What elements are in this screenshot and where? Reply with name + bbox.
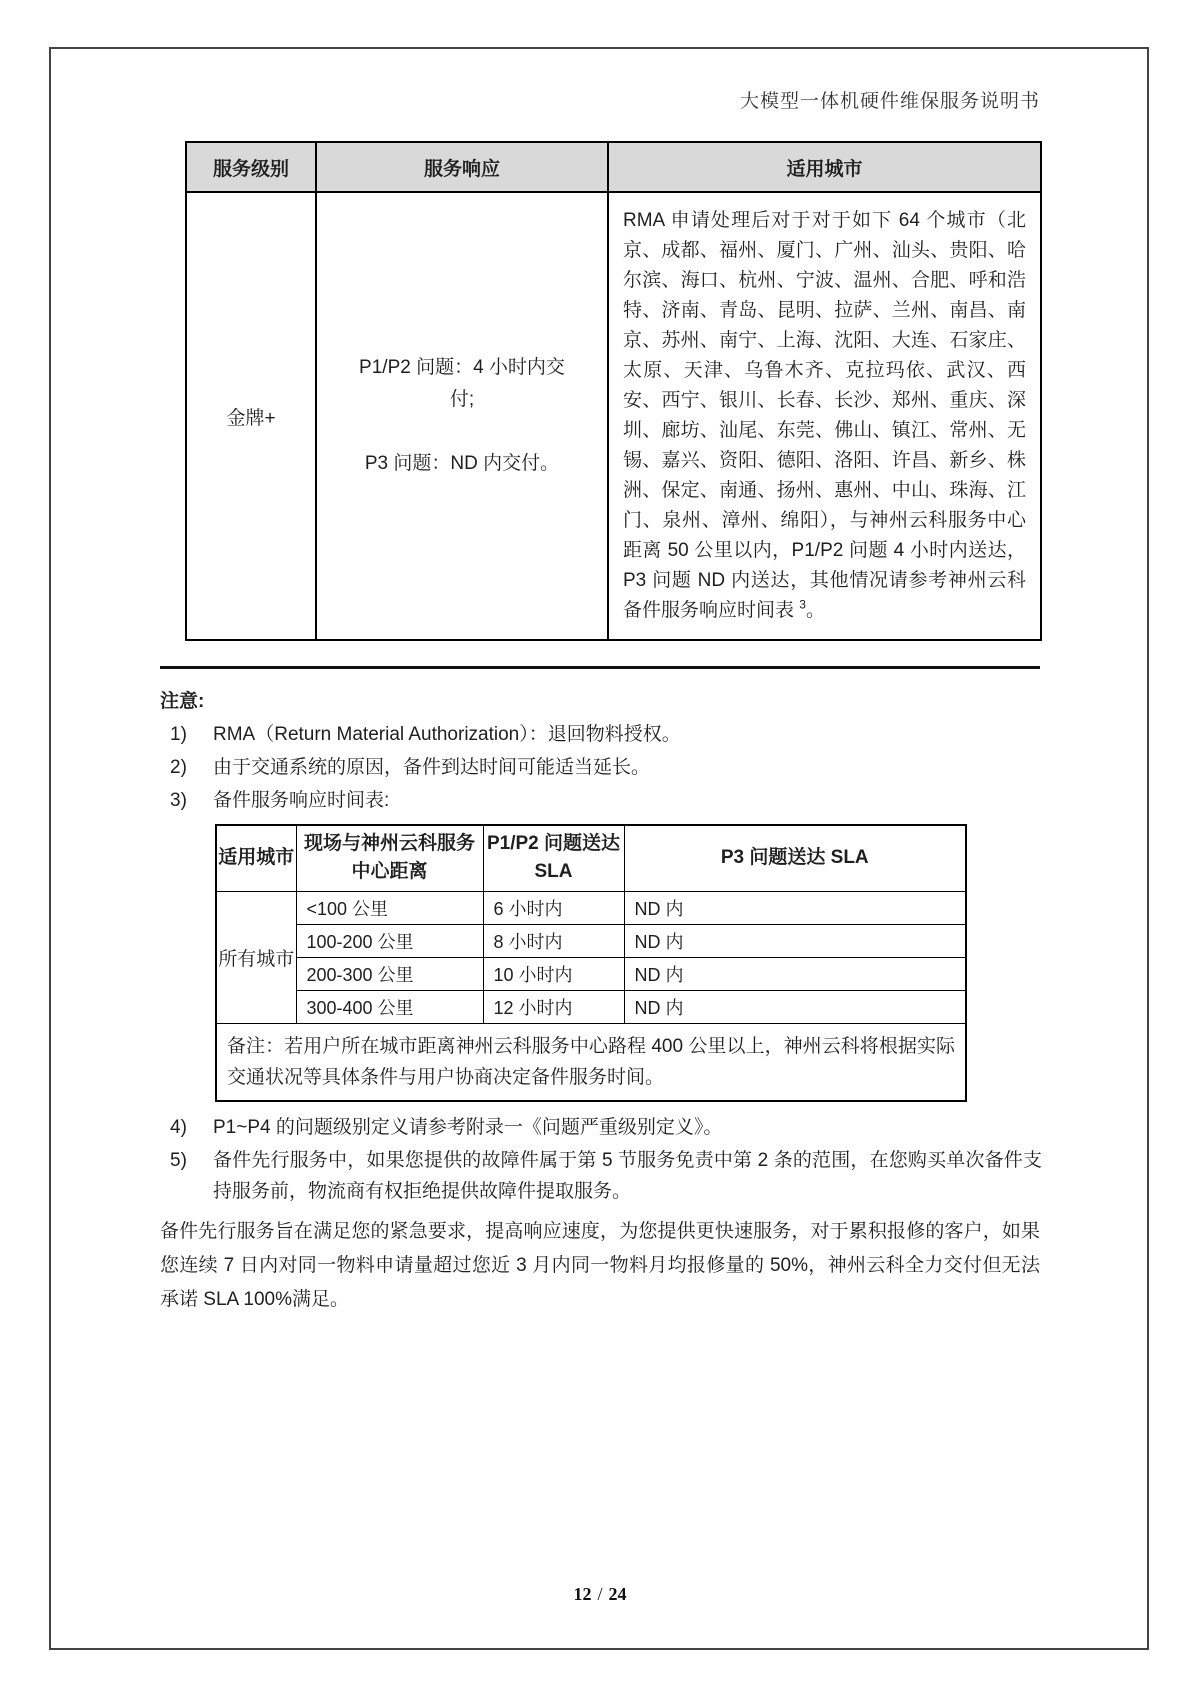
col-header-p12-sla: P1/P2 问题送达 SLA xyxy=(483,825,624,891)
document-header xyxy=(0,0,1200,113)
note-item-2 xyxy=(170,752,1042,783)
p12-sla-cell: 10 小时内 xyxy=(483,957,624,990)
section-divider xyxy=(160,666,1040,669)
table-remark: 备注：若用户所在城市距离神州云科服务中心路程 400 公里以上，神州云科将根据实际交通状况等具体条件与用户协商决定备件服务时间。 xyxy=(216,1023,966,1101)
note-number: 3) xyxy=(170,790,187,811)
table-row xyxy=(216,924,966,957)
note-item-4 xyxy=(170,1112,1042,1143)
note-number: 4) xyxy=(170,1116,187,1138)
note-text: RMA（Return Material Authorization）：退回物料授权。 xyxy=(213,724,681,745)
distance-cell: 200-300 公里 xyxy=(296,957,483,990)
note-text: 备件先行服务中，如果您提供的故障件属于第 5 节服务免责中第 2 条的范围，在您购买单次备件支持服务前，物流商有权拒绝提供故障件提取服务。 xyxy=(213,1149,1042,1202)
response-p1p2-text: P1/P2 问题：4 小时内交付; xyxy=(359,357,565,410)
note-number: 2) xyxy=(170,757,187,778)
response-p3-text: P3 问题：ND 内交付。 xyxy=(364,453,560,474)
table-row xyxy=(216,957,966,990)
note-number: 5) xyxy=(170,1149,187,1171)
col-header-applicable-cities: 适用城市 xyxy=(608,142,1041,192)
spare-parts-sla-table xyxy=(215,824,967,1102)
p3-sla-cell: ND 内 xyxy=(624,891,966,924)
distance-cell: 100-200 公里 xyxy=(296,924,483,957)
p3-sla-cell: ND 内 xyxy=(624,957,966,990)
page-footer xyxy=(0,1584,1200,1605)
distance-cell: <100 公里 xyxy=(296,891,483,924)
col-header-service-response: 服务响应 xyxy=(316,142,608,192)
page-number-current: 12 xyxy=(573,1584,592,1604)
service-level-table xyxy=(185,141,1042,641)
col-header-city: 适用城市 xyxy=(216,825,296,891)
note-item-1 xyxy=(170,719,1042,750)
notes-title: 注意: xyxy=(160,691,205,712)
remark-row xyxy=(216,1023,966,1101)
col-header-service-level: 服务级别 xyxy=(186,142,316,192)
distance-cell: 300-400 公里 xyxy=(296,990,483,1023)
note-text: P1~P4 的问题级别定义请参考附录一《问题严重级别定义》。 xyxy=(213,1116,723,1138)
p12-sla-cell: 6 小时内 xyxy=(483,891,624,924)
page-title: 大模型一体机硬件维保服务说明书 xyxy=(739,91,1040,112)
p12-sla-cell: 12 小时内 xyxy=(483,990,624,1023)
col-header-p3-sla: P3 问题送达 SLA xyxy=(624,825,966,891)
note-text: 备件服务响应时间表: xyxy=(213,790,390,811)
note-number: 1) xyxy=(170,724,187,745)
p3-sla-cell: ND 内 xyxy=(624,924,966,957)
table-row xyxy=(186,192,1041,640)
note-item-3 xyxy=(170,785,1042,816)
note-text: 由于交通系统的原因，备件到达时间可能适当延长。 xyxy=(213,757,651,778)
service-level-cell: 金牌+ xyxy=(186,192,316,640)
col-header-distance: 现场与神州云科服务中心距离 xyxy=(296,825,483,891)
page-number-total: 24 xyxy=(608,1584,627,1604)
page-number-separator: / xyxy=(597,1584,603,1604)
service-table-header-row xyxy=(186,142,1041,192)
table-row xyxy=(216,990,966,1023)
cities-text-end: 。 xyxy=(805,600,825,621)
note-item-5 xyxy=(170,1145,1042,1207)
applicable-cities-cell xyxy=(608,192,1041,640)
footnote-reference: 3 xyxy=(799,597,806,612)
p3-sla-cell: ND 内 xyxy=(624,990,966,1023)
closing-paragraph: 备件先行服务旨在满足您的紧急要求，提高响应速度，为您提供更快速服务，对于累积报修的客户，如果您连续 7 日内对同一物料申请量超过您近 3 月内同一物料月均报修量的 50%，神州云科全力交付但无法承诺 SLA 100%满足。 xyxy=(160,1220,1040,1310)
table-row xyxy=(216,891,966,924)
city-group-cell: 所有城市 xyxy=(216,891,296,1023)
p12-sla-cell: 8 小时内 xyxy=(483,924,624,957)
cities-text: RMA 申请处理后对于对于如下 64 个城市（北京、成都、福州、厦门、广州、汕头、贵阳、哈尔滨、海口、杭州、宁波、温州、合肥、呼和浩特、济南、青岛、昆明、拉萨、兰州、南昌、南京、苏州、南宁、上海、沈阳、大连、石家庄、太原、天津、乌鲁木齐、克拉玛依、武汉、西安、西宁、银川、长春、长沙、郑州、重庆、深圳、廊坊、汕尾、东莞、佛山、镇江、常州、无锡、嘉兴、资阳、德阳、洛阳、许昌、新乡、株洲、保定、南通、扬州、惠州、中山、珠海、江门、泉州、漳州、绵阳），与神州云科服务中心距离 50 公里以内，P1/P2 问题 4 小时内送达，P3 问题 ND 内送达，其他情况请参考神州云科备件服务响应时间表 xyxy=(623,210,1026,621)
service-response-cell xyxy=(316,192,608,640)
sla-table-header-row xyxy=(216,825,966,891)
